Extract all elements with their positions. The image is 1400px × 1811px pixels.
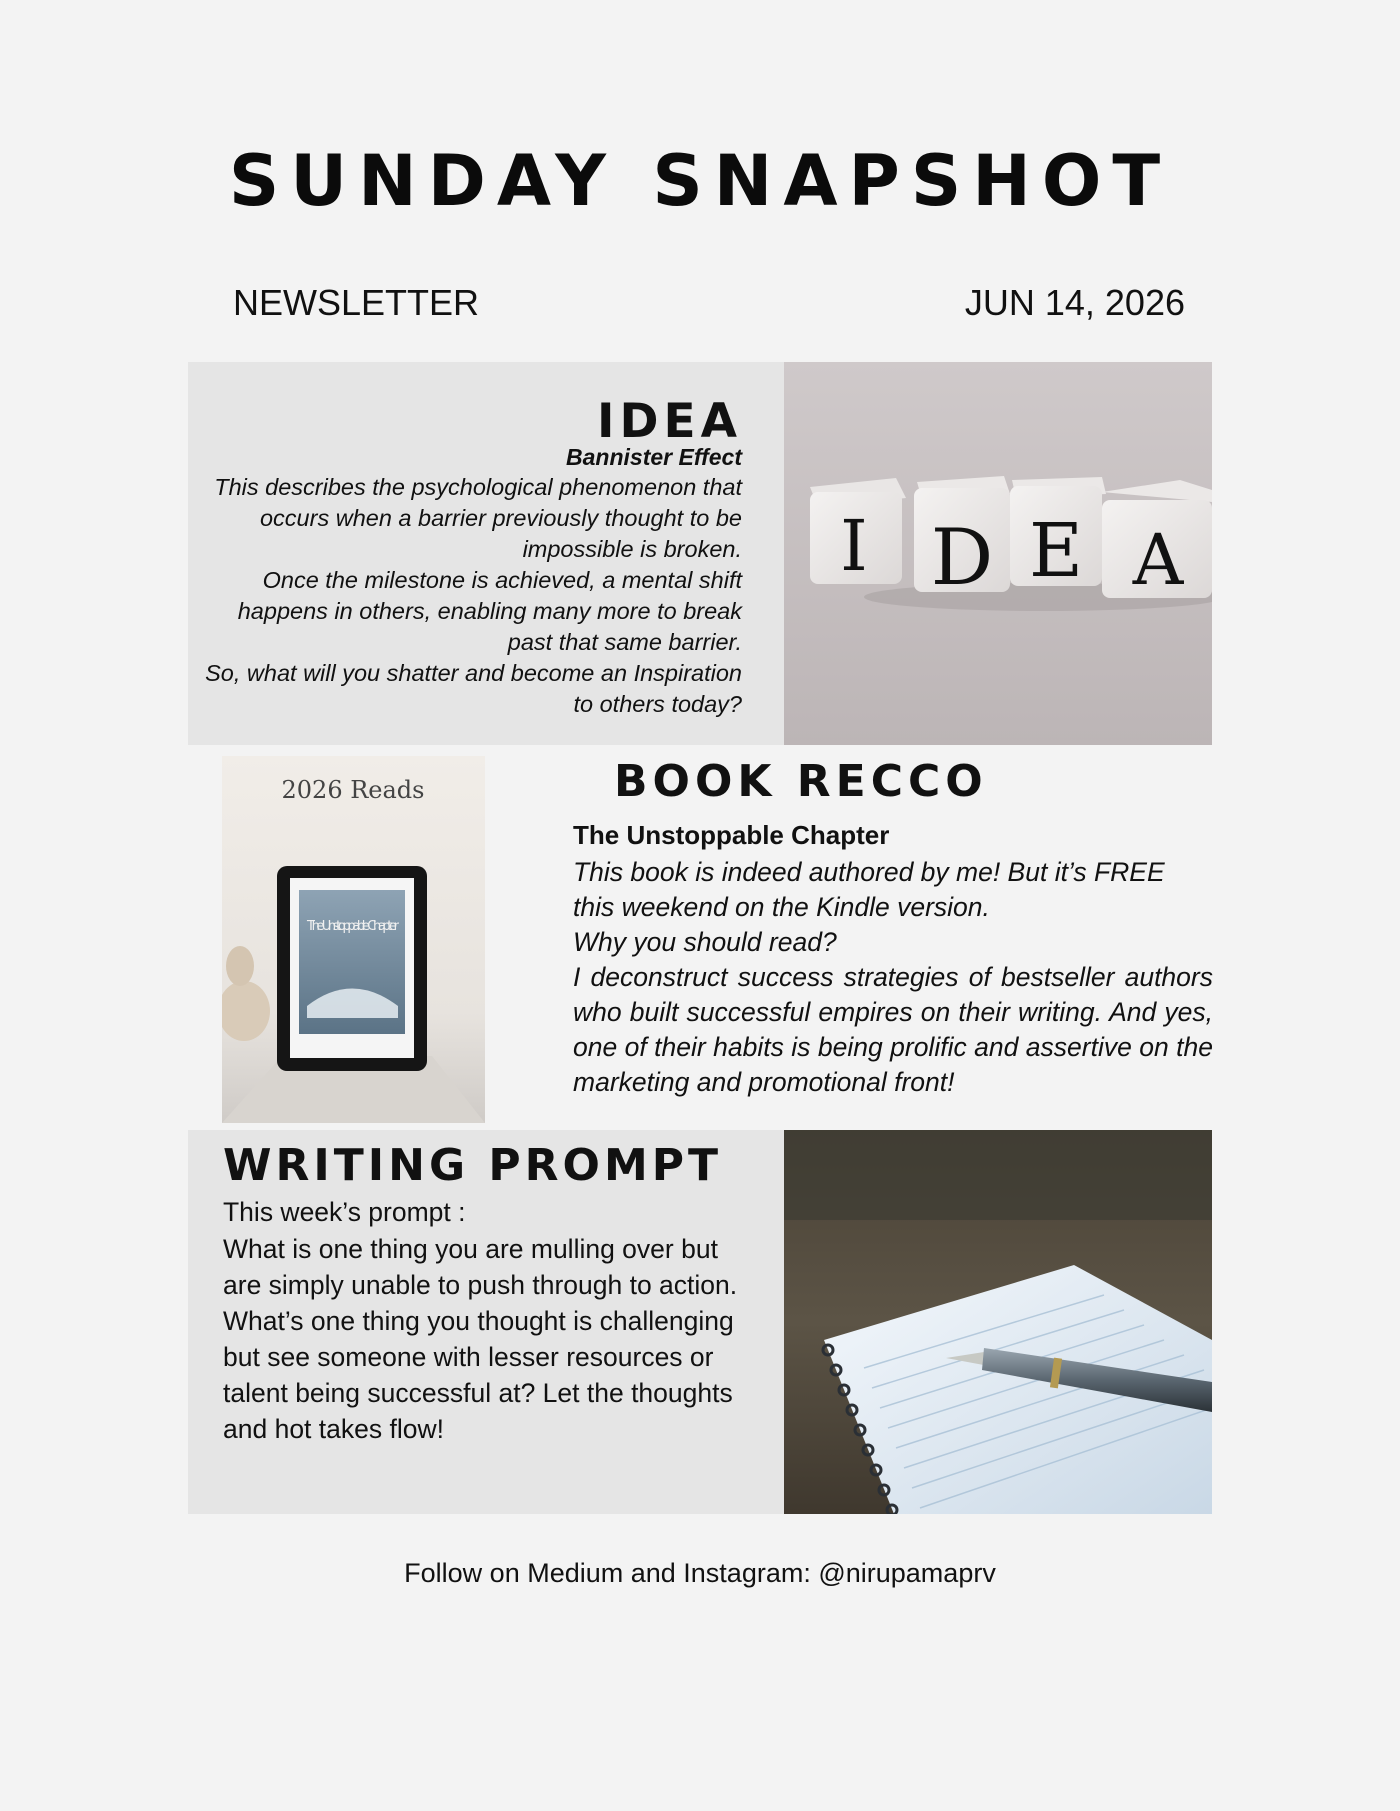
book-title: The Unstoppable Chapter	[573, 820, 890, 850]
newsletter-label: NEWSLETTER	[233, 282, 480, 323]
cube-letter: I	[840, 505, 868, 587]
idea-blocks-image	[784, 362, 1212, 745]
prompt-heading: WRITING PROMPT	[223, 1140, 723, 1191]
book-image	[222, 756, 485, 1123]
book-body	[573, 855, 1213, 1100]
reads-caption: 2026 Reads	[281, 776, 425, 804]
idea-section	[188, 362, 784, 745]
idea-subheading: Bannister Effect	[566, 444, 742, 470]
idea-paragraph: Once the milestone is achieved, a mental shift happens in others, enabling many more to break past that same barrier.	[237, 567, 742, 655]
idea-heading: IDEA	[597, 394, 742, 449]
cube-d	[914, 476, 1010, 603]
cover-title: The Unstoppable Chapter	[307, 919, 399, 934]
cube-letter: E	[1028, 508, 1084, 594]
book-paragraph: Why you should read?	[573, 927, 837, 957]
prompt-lead: This week’s prompt :	[223, 1197, 466, 1227]
idea-paragraph: So, what will you shatter and become an Inspiration to others today?	[205, 660, 742, 717]
newsletter-title: SUNDAY SNAPSHOT	[228, 140, 1172, 222]
issue-date: JUN 14, 2026	[964, 282, 1185, 323]
cube-letter: A	[1132, 519, 1184, 601]
writing-prompt-section	[188, 1130, 784, 1514]
idea-body	[202, 472, 742, 720]
cube-letter: D	[930, 513, 994, 603]
book-paragraph: I deconstruct success strategies of bestseller authors who built successful empires on their writing. And yes, one of their habits is being prolific and assertive on the marketing and promotional front!	[573, 962, 1213, 1097]
notebook-pen-image	[784, 1130, 1212, 1514]
footer-social: Follow on Medium and Instagram: @nirupamaprv	[404, 1558, 996, 1588]
idea-paragraph: This describes the psychological phenomenon that occurs when a barrier previously thought to be impossible is broken.	[214, 474, 742, 562]
cube-i	[810, 478, 906, 587]
cube-e	[1010, 477, 1106, 594]
book-paragraph: This book is indeed authored by me! But it’s FREE this weekend on the Kindle version.	[573, 857, 1165, 922]
book-heading: BOOK RECCO	[614, 756, 988, 807]
prompt-body: What is one thing you are mulling over but are simply unable to push through to action. What’s one thing you thought is challenging but see someone with lesser resources or talent being successful at? Let the thoughts and hot takes flow!	[223, 1234, 738, 1444]
